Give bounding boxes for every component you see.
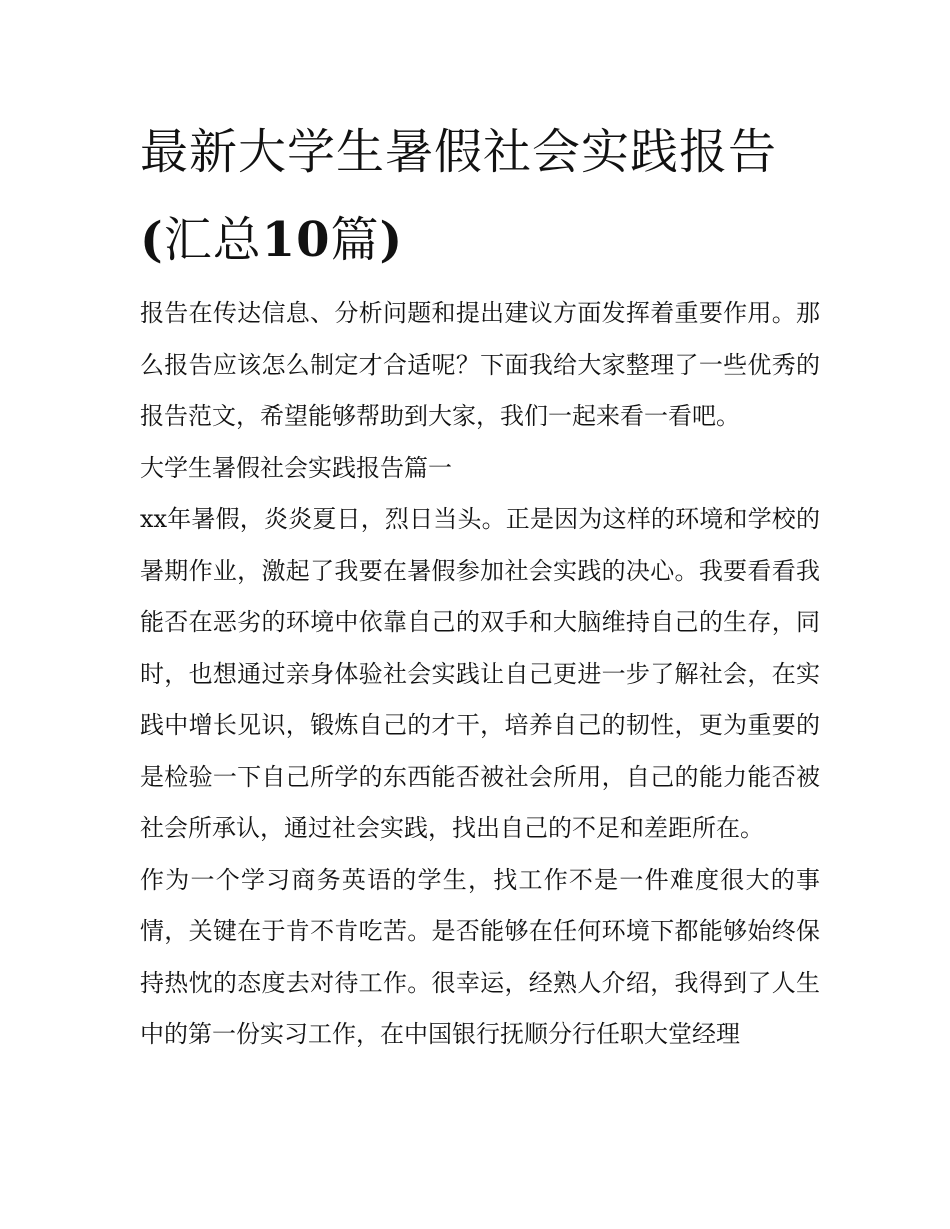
document-page	[140, 108, 820, 1061]
title-chapter-word: 篇	[330, 212, 380, 268]
title-line-1: 最新大学生暑假社会实践报告	[140, 124, 778, 180]
title-close-paren: )	[379, 212, 404, 268]
title-summary-text: 汇总	[163, 212, 262, 268]
title-count: 10	[261, 212, 331, 268]
title-open-paren: (	[140, 212, 164, 268]
document-title	[140, 108, 820, 284]
section-heading: 大学生暑假社会实践报告篇一	[140, 453, 452, 482]
intro-paragraph: 报告在传达信息、分析问题和提出建议方面发挥着重要作用。那么报告应该怎么制定才合适呢？下面我给大家整理了一些优秀的报告范文，希望能够帮助到大家，我们一起来看一看吧。	[140, 299, 820, 430]
body-paragraph-2: 作为一个学习商务英语的学生，找工作不是一件难度很大的事情，关键在于肯不肯吃苦。是否能够在任何环境下都能够始终保持热忱的态度去对待工作。很幸运，经熟人介绍，我得到了人生中的第一份实习工作，在中国银行抚顺分行任职大堂经理	[140, 865, 820, 1048]
body-paragraph-1: xx年暑假，炎炎夏日，烈日当头。正是因为这样的环境和学校的暑期作业，激起了我要在暑假参加社会实践的决心。我要看看我能否在恶劣的环境中依靠自己的双手和大脑维持自己的生存，同时，也想通过亲身体验社会实践让自己更进一步了解社会，在实践中增长见识，锻炼自己的才干，培养自己的韧性，更为重要的是检验一下自己所学的东西能否被社会所用，自己的能力能否被社会所承认，通过社会实践，找出自己的不足和差距所在。	[140, 505, 820, 842]
document-body	[140, 288, 820, 1061]
